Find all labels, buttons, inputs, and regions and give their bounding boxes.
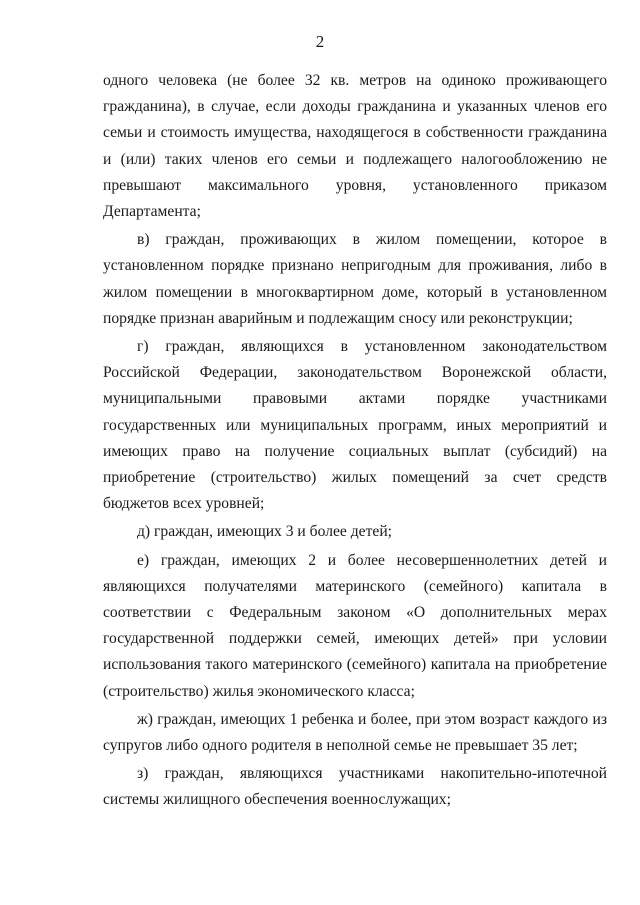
paragraph-item-g: г) граждан, являющихся в установленном законодательством Российской Федерации, законодательством Воронежской области, муниципальными правовыми актами порядке участниками государственных или муниципальных программ, иных мероприятий и имеющих право на получение социальных выплат (субсидий) на приобретение (строительство) жилых помещений за счет средств бюджетов всех уровней; [103,338,607,513]
paragraph-continuation: одного человека (не более 32 кв. метров на одиноко проживающего гражданина), в случае, если доходы гражданина и указанных членов его семьи и стоимость имущества, находящегося в собственности гражданина и (или) таких членов его семьи и подлежащего налогообложению не превышают максимального уровня, установленного приказом Департамента; [103,72,607,221]
paragraph-item-e: е) граждан, имеющих 2 и более несовершеннолетних детей и являющихся получателями материнского (семейного) капитала в соответствии с Федеральным законом «О дополнительных мерах государственной поддержки семей, имеющих детей» при условии использования такого материнского (семейного) капитала на приобретение (строительство) жилья экономического класса; [103,551,607,700]
page-number: 2 [315,32,325,51]
paragraph-item-v: в) граждан, проживающих в жилом помещении, которое в установленном порядке признано непригодным для проживания, либо в жилом помещении в многоквартирном доме, который в установленном порядке признан аварийным и подлежащим сносу или реконструкции; [103,231,607,327]
document-body [103,68,607,816]
paragraph-item-z: з) граждан, являющихся участниками накопительно-ипотечной системы жилищного обеспечения военнослужащих; [103,765,607,809]
paragraph-item-zh: ж) граждан, имеющих 1 ребенка и более, при этом возраст каждого из супругов либо одного родителя в неполной семье не превышает 35 лет; [103,710,607,755]
paragraph-item-d: д) граждан, имеющих 3 и более детей; [137,523,392,541]
